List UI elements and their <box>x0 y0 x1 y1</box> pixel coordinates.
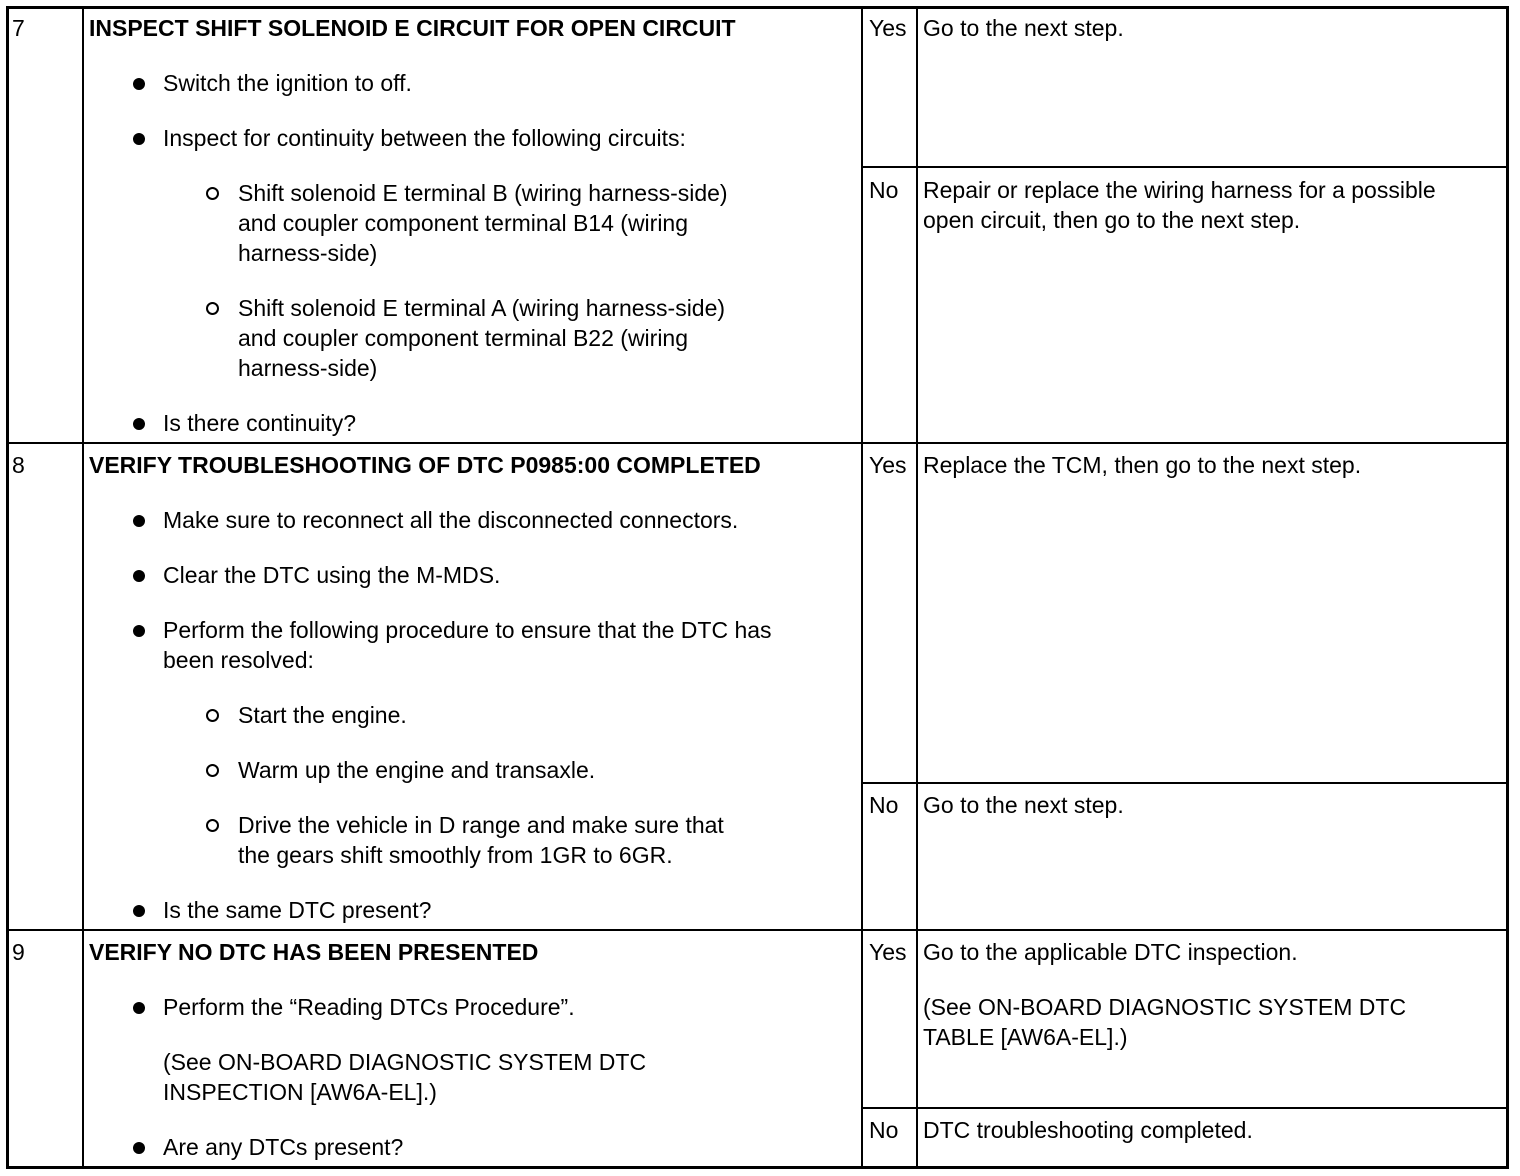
step-number: 7 <box>12 15 25 41</box>
bullet-icon <box>133 133 145 145</box>
bullet-icon <box>133 1142 145 1154</box>
sub-bullet-line: the gears shift smoothly from 1GR to 6GR. <box>238 842 673 868</box>
sub-bullet-line: Warm up the engine and transaxle. <box>238 757 596 783</box>
step-title: VERIFY NO DTC HAS BEEN PRESENTED <box>89 939 539 965</box>
yes-action: Go to the next step. <box>923 15 1124 41</box>
sub-bullet-icon <box>206 187 219 200</box>
sub-bullet-icon <box>206 302 219 315</box>
step-bullet: Clear the DTC using the M-MDS. <box>163 562 501 588</box>
step-title: INSPECT SHIFT SOLENOID E CIRCUIT FOR OPEN CIRCUIT <box>89 15 736 41</box>
step-bullet-line: Perform the following procedure to ensure that the DTC has <box>163 617 772 643</box>
step-bullet: Inspect for continuity between the following circuits: <box>163 125 686 151</box>
sub-bullet-line: Shift solenoid E terminal A (wiring harness-side) <box>238 295 726 321</box>
yes-no-divider <box>861 166 1509 168</box>
bullet-icon <box>133 515 145 527</box>
column-divider <box>916 6 918 1169</box>
no-label: No <box>869 177 899 203</box>
bullet-icon <box>133 418 145 430</box>
reference-note-line: (See ON-BOARD DIAGNOSTIC SYSTEM DTC <box>163 1049 647 1075</box>
column-divider <box>861 6 863 1169</box>
no-action-line: Repair or replace the wiring harness for a possible <box>923 177 1436 203</box>
no-label: No <box>869 1117 899 1143</box>
sub-bullet-line: Drive the vehicle in D range and make sure that <box>238 812 724 838</box>
sub-bullet-icon <box>206 764 219 777</box>
yes-action: Go to the applicable DTC inspection. <box>923 939 1298 965</box>
reference-note-line: TABLE [AW6A-EL].) <box>923 1024 1128 1050</box>
no-action-line: open circuit, then go to the next step. <box>923 207 1301 233</box>
no-action: Go to the next step. <box>923 792 1124 818</box>
bullet-icon <box>133 625 145 637</box>
step-number: 9 <box>12 939 25 965</box>
no-action: DTC troubleshooting completed. <box>923 1117 1253 1143</box>
sub-bullet-line: and coupler component terminal B22 (wiring <box>238 325 689 351</box>
sub-bullet-line: harness-side) <box>238 240 378 266</box>
sub-bullet-line: Start the engine. <box>238 702 407 728</box>
step-question: Is the same DTC present? <box>163 897 432 923</box>
sub-bullet-icon <box>206 819 219 832</box>
column-divider <box>82 6 84 1169</box>
reference-note-line: INSPECTION [AW6A-EL].) <box>163 1079 437 1105</box>
step-bullet: Switch the ignition to off. <box>163 70 412 96</box>
bullet-icon <box>133 1002 145 1014</box>
step-question: Are any DTCs present? <box>163 1134 404 1160</box>
bullet-icon <box>133 570 145 582</box>
bullet-icon <box>133 905 145 917</box>
step-bullet: Make sure to reconnect all the disconnected connectors. <box>163 507 739 533</box>
step-bullet-line: been resolved: <box>163 647 314 673</box>
reference-note-line: (See ON-BOARD DIAGNOSTIC SYSTEM DTC <box>923 994 1407 1020</box>
bullet-icon <box>133 78 145 90</box>
yes-no-divider <box>861 782 1509 784</box>
step-number: 8 <box>12 452 25 478</box>
step-bullet: Perform the “Reading DTCs Procedure”. <box>163 994 575 1020</box>
row-divider <box>6 442 1509 444</box>
row-divider <box>6 929 1509 931</box>
step-title: VERIFY TROUBLESHOOTING OF DTC P0985:00 COMPLETED <box>89 452 761 478</box>
yes-no-divider <box>861 1107 1509 1109</box>
yes-label: Yes <box>869 939 907 965</box>
sub-bullet-line: harness-side) <box>238 355 378 381</box>
yes-label: Yes <box>869 15 907 41</box>
step-question: Is there continuity? <box>163 410 357 436</box>
no-label: No <box>869 792 899 818</box>
sub-bullet-line: Shift solenoid E terminal B (wiring harness-side) <box>238 180 728 206</box>
sub-bullet-icon <box>206 709 219 722</box>
yes-action: Replace the TCM, then go to the next step. <box>923 452 1362 478</box>
sub-bullet-line: and coupler component terminal B14 (wiring <box>238 210 689 236</box>
yes-label: Yes <box>869 452 907 478</box>
